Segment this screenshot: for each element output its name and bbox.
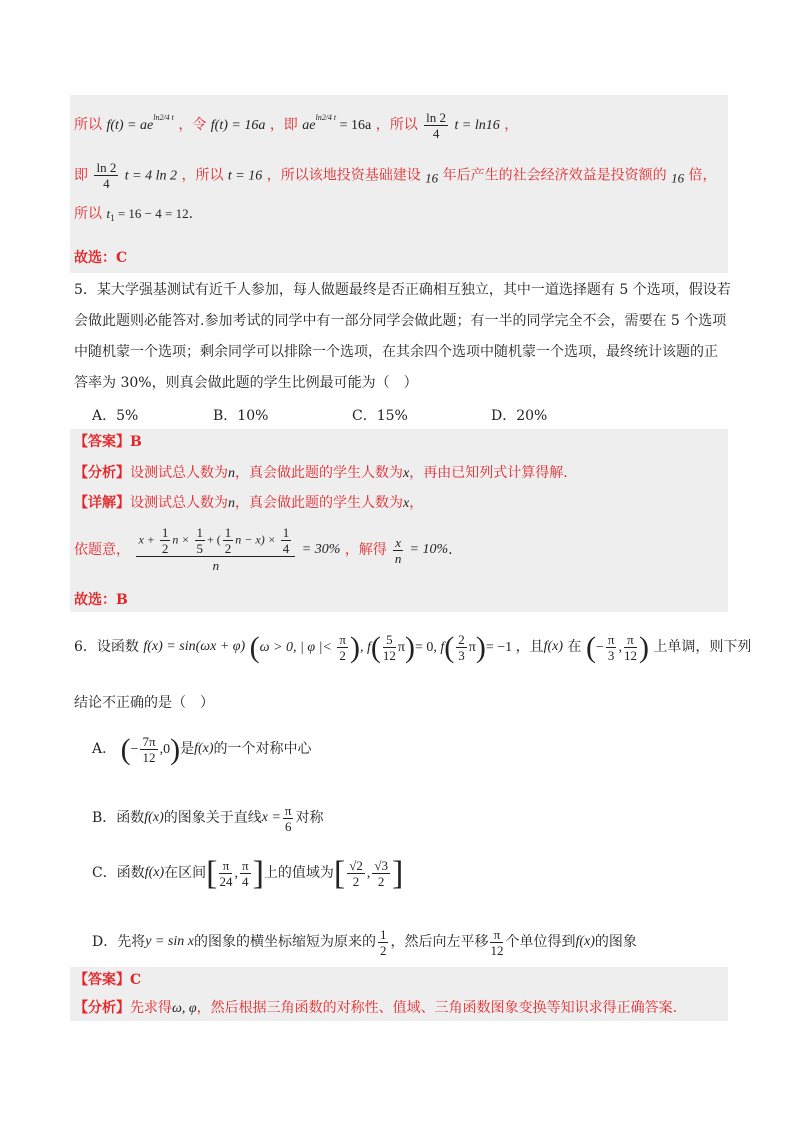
text: ，所以 <box>181 167 224 184</box>
q6-option-b: B．函数f(x)的图象关于直线x = $\frac{\pi}{6}$ 对称 <box>92 802 324 834</box>
math-eq-30: = 30% <box>301 542 341 557</box>
q5-option-b: B．10% <box>213 408 269 424</box>
text: ， <box>504 117 519 133</box>
solution-line-3 <box>74 204 193 228</box>
analysis-tag: 【分析】 <box>74 1000 130 1016</box>
q5-option-d: D．20% <box>491 408 548 424</box>
math-fx-def: f(x) = sin(ωx + φ) <box>143 639 246 654</box>
math-t16: t = 16 <box>227 168 263 184</box>
text: 所以 <box>74 206 102 222</box>
text: 所以 <box>74 117 102 133</box>
q5-analysis <box>74 463 568 484</box>
text: ，所以该地投资基础建设 <box>266 167 421 184</box>
text: ，所以 <box>375 117 418 133</box>
text: ，且 <box>515 639 544 655</box>
q5-conclusion: 故选：B <box>74 592 128 608</box>
math-eq1: f(t) = 16a <box>210 118 266 133</box>
text: 设测试总人数为 <box>130 465 228 481</box>
frac-ln2-4: $\frac{\ln 2}{4}$ <box>96 160 117 191</box>
text: 上单调，则下列 <box>653 639 752 655</box>
q5-detail <box>74 493 423 514</box>
q6-option-a: A． (− $\frac{7\pi}{12}$ ,0)是f(x)的一个对称中心 <box>92 732 312 766</box>
math-res: = 10% <box>409 542 449 557</box>
q5-line-4: 答率为 30%，则真会做此题的学生比例最可能为（ ） <box>74 375 418 391</box>
text: ，令 <box>178 117 207 133</box>
dot: . <box>188 206 194 222</box>
math-fx: f(x) <box>543 639 564 654</box>
math-x: x <box>403 466 410 481</box>
text: 设测试总人数为 <box>130 495 228 511</box>
text: ，解得 <box>344 542 387 558</box>
math-eq2: $ae^{ln2/4 t} = 16a$ <box>302 113 372 133</box>
math-t1: $t_1 = 16 - 4 = 12$ <box>106 206 189 223</box>
answer-tag: 【答案】 <box>74 972 130 988</box>
math-n: n <box>228 466 235 481</box>
text: 年后产生的社会经济效益是投资额的 <box>442 167 667 184</box>
text: ，再由已知列式计算得解. <box>409 465 568 481</box>
math-omega-phi: ω, φ <box>172 1001 197 1016</box>
q5-option-c: C．15% <box>352 408 408 424</box>
solution-line-1 <box>74 108 518 141</box>
math-ft: $f(t) = ae^{ln2/4 t}$ <box>106 113 174 133</box>
math-interval: (− $\frac{\pi}{3}$ , $\frac{\pi}{12}$ ) <box>585 630 649 664</box>
text: 倍， <box>688 167 717 184</box>
text: 即 <box>74 167 88 184</box>
text: 6．设函数 <box>74 639 139 655</box>
answer-value: B <box>130 434 142 450</box>
q6-line-1 <box>74 622 751 672</box>
q5-line-2: 会做此题则必能答对.参加考试的同学中有一部分同学会做此题；有一半的同学完全不会，需要在 5 个选项 <box>74 313 727 329</box>
text: ， <box>409 495 424 511</box>
frac-x-n: $\frac{x}{n}$ <box>394 534 402 566</box>
math-x: x <box>403 496 410 511</box>
text: ，真会做此题的学生人数为 <box>235 465 403 481</box>
text: ，然后根据三角函数的对称性、值域、三角函数图象变换等知识求得正确答案. <box>196 1000 678 1016</box>
analysis-tag: 【分析】 <box>74 465 130 481</box>
text: 在 <box>567 639 582 655</box>
frac-ln2-4: $\frac{\ln 2}{4}$ <box>426 109 447 141</box>
text: 依题意， <box>74 542 130 558</box>
text: 先求得 <box>130 1000 172 1016</box>
solution-line-2 <box>74 160 717 191</box>
q5-option-a: A．5% <box>92 408 139 424</box>
q5-line-1: 5．某大学强基测试有近千人参加，每人做题最终是否正确相互独立，其中一道选择题有 5 个选项，假设若 <box>74 282 731 298</box>
q6-analysis <box>74 998 677 1019</box>
q5-formula-line <box>74 520 453 580</box>
q6-answer <box>74 970 141 990</box>
math-16: 16 <box>425 170 439 186</box>
q5-main-fraction: x + $\frac{1}{2}$ n × $\frac{1}{5}$ + ( $\frac{1}{2}$ n − x) × $\frac{1}{4}$ n <box>136 525 295 575</box>
q6-line-2: 结论不正确的是（ ） <box>74 695 214 711</box>
answer-value: C <box>130 972 142 988</box>
q5-line-3: 中随机蒙一个选项；剩余同学可以排除一个选项，在其余四个选项中随机蒙一个选项，最终统计该题的正 <box>74 344 718 360</box>
text: ，真会做此题的学生人数为 <box>235 495 403 511</box>
math-n: n <box>228 496 235 511</box>
math-t-ln16: t = ln16 <box>454 118 500 133</box>
math-16: 16 <box>671 170 685 186</box>
answer-tag: 【答案】 <box>74 434 130 450</box>
dot: . <box>448 542 453 558</box>
text: ，即 <box>269 117 298 133</box>
q6-option-c: C．函数f(x)在区间[ $\frac{\pi}{24}$ , $\frac{\pi}{4}$ ]上的值域为[ $\frac{√2}{2}$ , $\frac{√3}{2}$ ] <box>92 854 404 892</box>
math-rhs: t = 4 ln 2 <box>124 168 178 184</box>
q5-answer <box>74 432 142 452</box>
detail-tag: 【详解】 <box>74 495 130 511</box>
q6-option-d: D．先将y = sin x的图象的横坐标缩短为原来的 $\frac{1}{2}$ ，然后向左平移 $\frac{\pi}{12}$ 个单位得到f(x)的图象 <box>92 926 637 958</box>
answer-prev: 故选：C <box>74 250 128 266</box>
math-condition: (ω > 0, | φ |< $\frac{\pi}{2}$ ), f( $\frac{5}{12}$ π)= 0, f( $\frac{2}{3}$ π)= −1 <box>249 630 513 664</box>
